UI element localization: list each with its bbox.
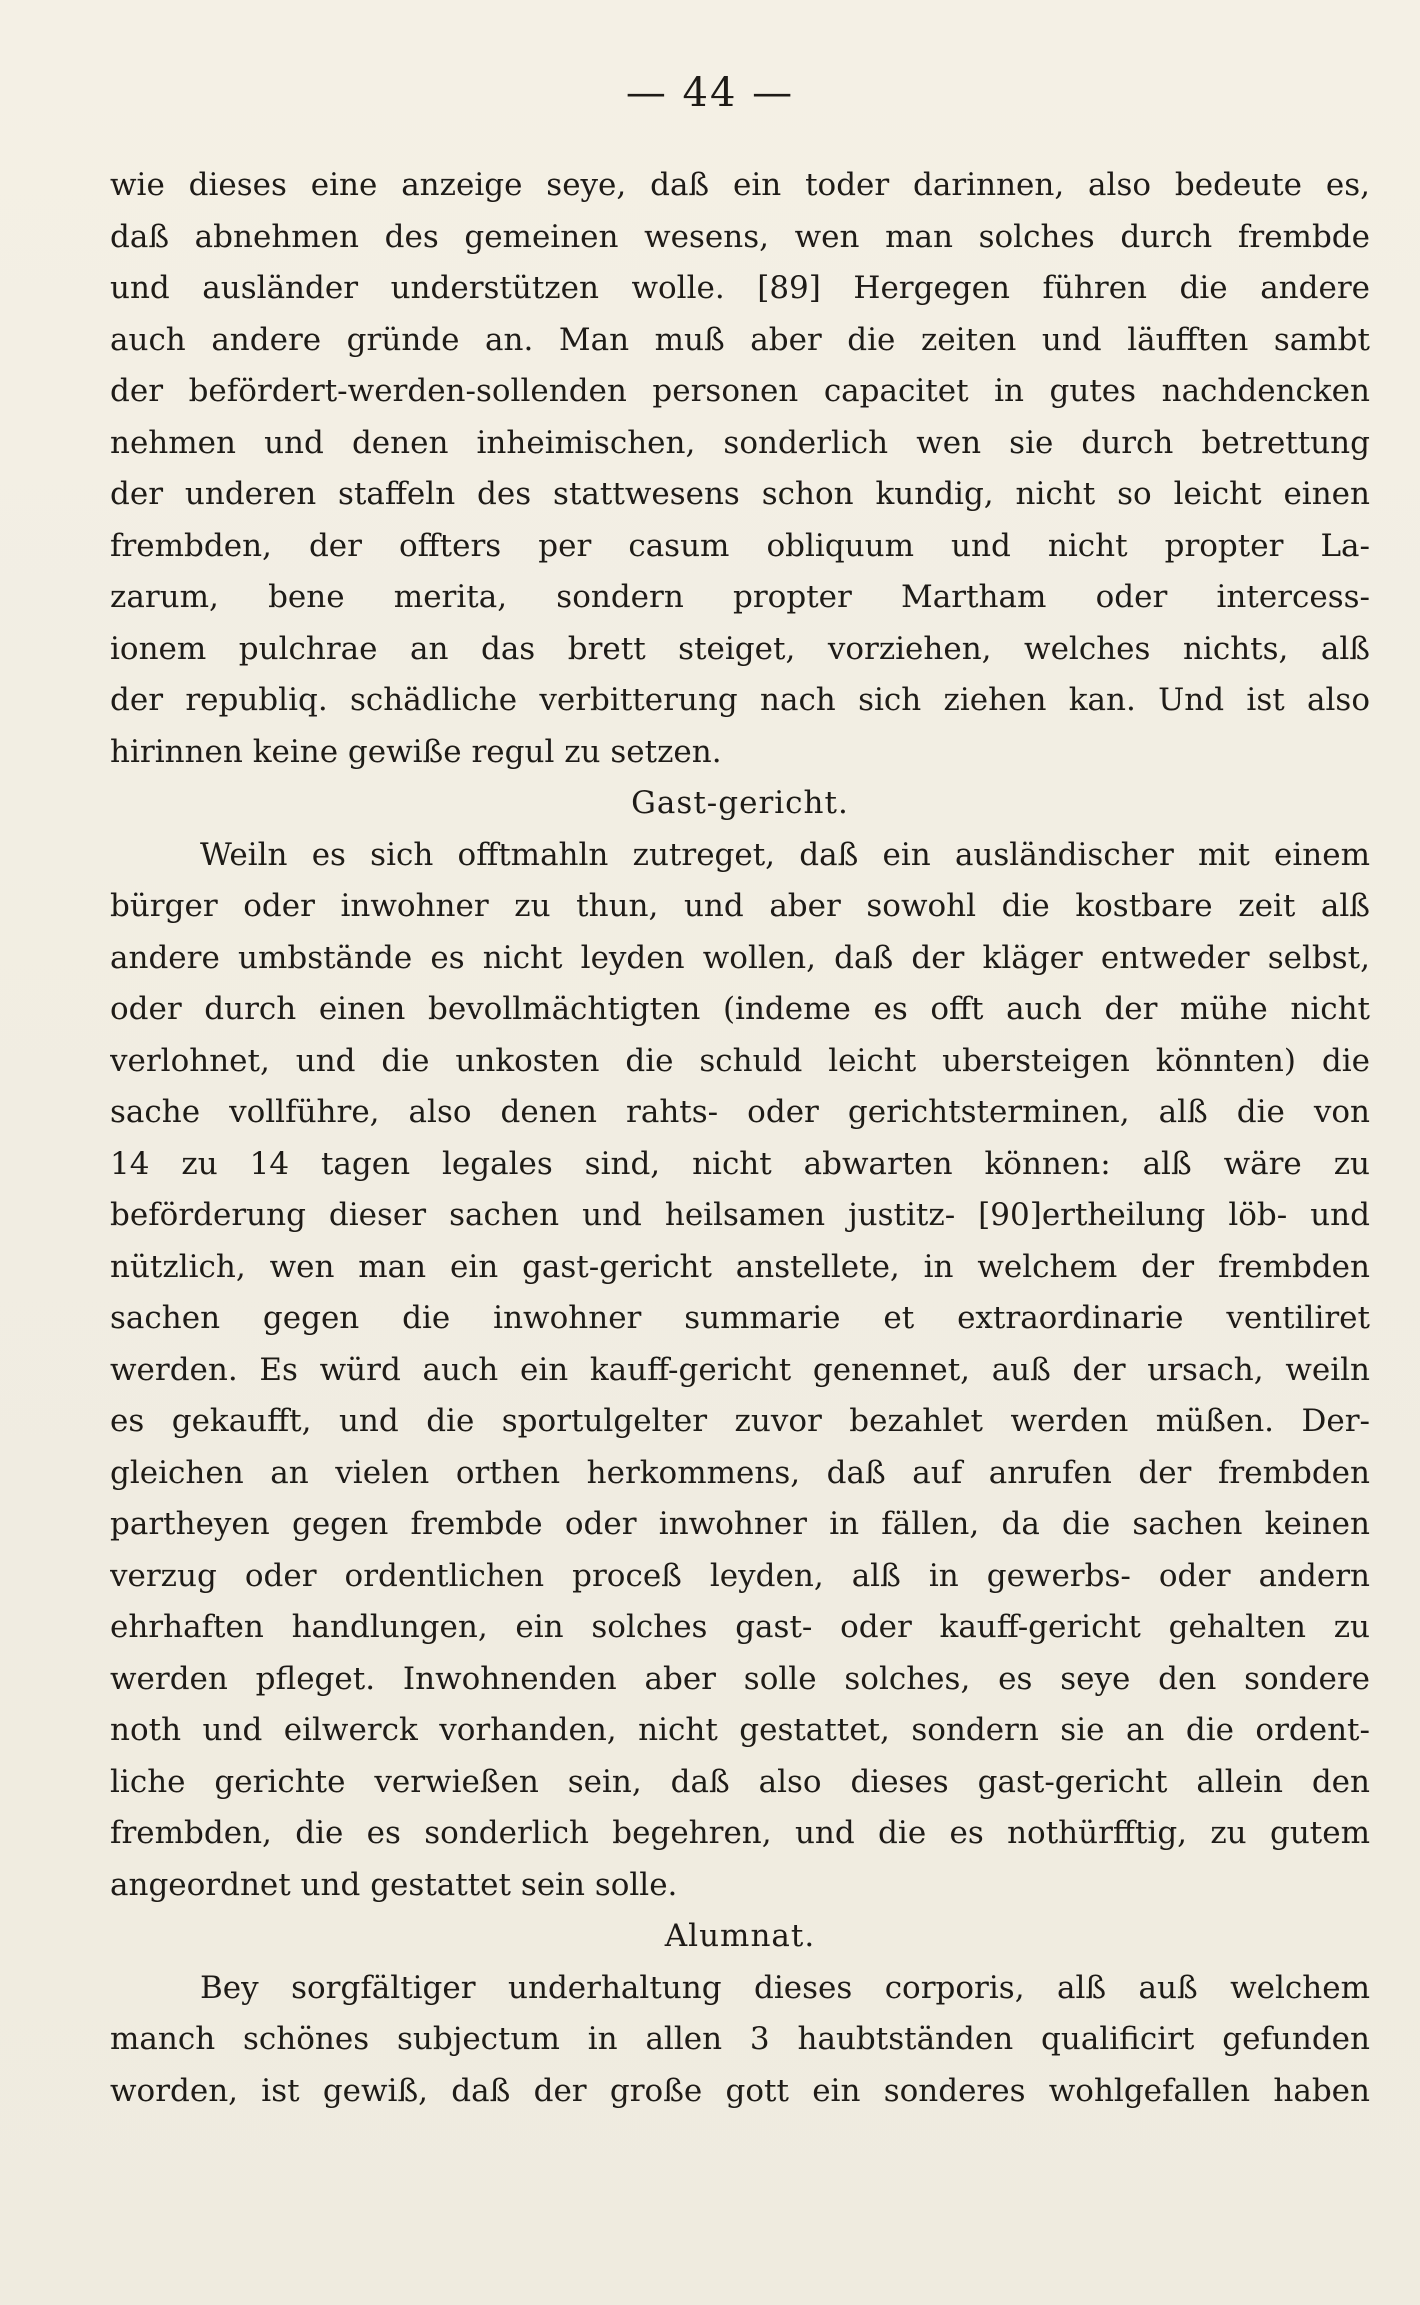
text-line: und ausländer understützen wolle. [89] Hergegen führen die andere xyxy=(110,270,1370,306)
text-line: liche gerichte verwießen sein, daß also dieses gast-gericht allein den xyxy=(110,1763,1370,1800)
text-line: bürger oder inwohner zu thun, und aber sowohl die kostbare zeit alß xyxy=(110,888,1370,924)
text-line: frembden, die es sonderlich begehren, und die es nothürfftig, zu gutem xyxy=(110,1815,1370,1851)
text-line: daß abnehmen des gemeinen wesens, wen man solches durch frembde xyxy=(110,218,1370,255)
text-line: auch andere gründe an. Man muß aber die zeiten und läufften sambt xyxy=(110,321,1370,358)
text-line: nützlich, wen man ein gast-gericht anstellete, in welchem der frembden xyxy=(110,1248,1370,1285)
section-heading: Gast-gericht. xyxy=(631,785,849,821)
text-line: es gekaufft, und die sportulgelter zuvor bezahlet werden müßen. Der- xyxy=(110,1403,1370,1439)
text-line: verlohnet, und die unkosten die schuld leicht ubersteigen könnten) die xyxy=(110,1042,1370,1079)
text-line: 14 zu 14 tagen legales sind, nicht abwarten können: alß wäre zu xyxy=(110,1145,1370,1182)
text-line: frembden, der offters per casum obliquum und nicht propter La- xyxy=(110,527,1370,564)
text-line: angeordnet und gestattet sein solle. xyxy=(110,1866,678,1903)
text-line: der befördert-werden-sollenden personen capacitet in gutes nachdencken xyxy=(110,373,1370,409)
text-line: sachen gegen die inwohner summarie et extraordinarie ventiliret xyxy=(110,1300,1370,1336)
text-line: Bey sorgfältiger underhaltung dieses corporis, alß auß welchem xyxy=(200,1969,1370,2006)
text-line: wie dieses eine anzeige seye, daß ein toder darinnen, also bedeute es, xyxy=(110,167,1370,203)
text-line: werden. Es würd auch ein kauff-gericht genennet, auß der ursach, weiln xyxy=(110,1351,1370,1388)
text-line: nehmen und denen inheimischen, sonderlich wen sie durch betrettung xyxy=(110,424,1370,461)
text-line: ionem pulchrae an das brett steiget, vorziehen, welches nichts, alß xyxy=(110,630,1370,667)
text-line: andere umbstände es nicht leyden wollen, daß der kläger entweder selbst, xyxy=(110,939,1370,976)
text-line: noth und eilwerck vorhanden, nicht gestattet, sondern sie an die ordent- xyxy=(110,1712,1370,1748)
text-line: oder durch einen bevollmächtigten (indeme es offt auch der mühe nicht xyxy=(110,991,1370,1027)
text-line: worden, ist gewiß, daß der große gott ein sonderes wohlgefallen haben xyxy=(110,2072,1370,2109)
text-line: zarum, bene merita, sondern propter Martham oder intercess- xyxy=(110,579,1370,615)
text-line: gleichen an vielen orthen herkommens, daß auf anrufen der frembden xyxy=(110,1454,1370,1491)
text-line: Weiln es sich offtmahln zutreget, daß ein ausländischer mit einem xyxy=(200,836,1370,873)
text-line: der republiq. schädliche verbitterung nach sich ziehen kan. Und ist also xyxy=(110,682,1370,718)
text-line: beförderung dieser sachen und heilsamen justitz- [90]ertheilung löb- und xyxy=(110,1197,1370,1233)
text-line: manch schönes subjectum in allen 3 haubtständen qualificirt gefunden xyxy=(110,2021,1370,2057)
text-line: hirinnen keine gewiße regul zu setzen. xyxy=(110,733,722,770)
text-line: ehrhaften handlungen, ein solches gast- oder kauff-gericht gehalten zu xyxy=(110,1609,1370,1645)
page-number: — 44 — xyxy=(625,70,795,116)
text-line: der underen staffeln des stattwesens schon kundig, nicht so leicht einen xyxy=(110,476,1370,512)
section-heading: Alumnat. xyxy=(664,1918,816,1954)
text-line: werden pfleget. Inwohnenden aber solle solches, es seye den sondere xyxy=(110,1660,1370,1697)
text-line: verzug oder ordentlichen proceß leyden, alß in gewerbs- oder andern xyxy=(110,1557,1370,1594)
body-text xyxy=(110,160,1370,2117)
text-line: sache vollführe, also denen rahts- oder gerichtsterminen, alß die von xyxy=(110,1094,1370,1130)
text-line: partheyen gegen frembde oder inwohner in fällen, da die sachen keinen xyxy=(110,1506,1370,1542)
